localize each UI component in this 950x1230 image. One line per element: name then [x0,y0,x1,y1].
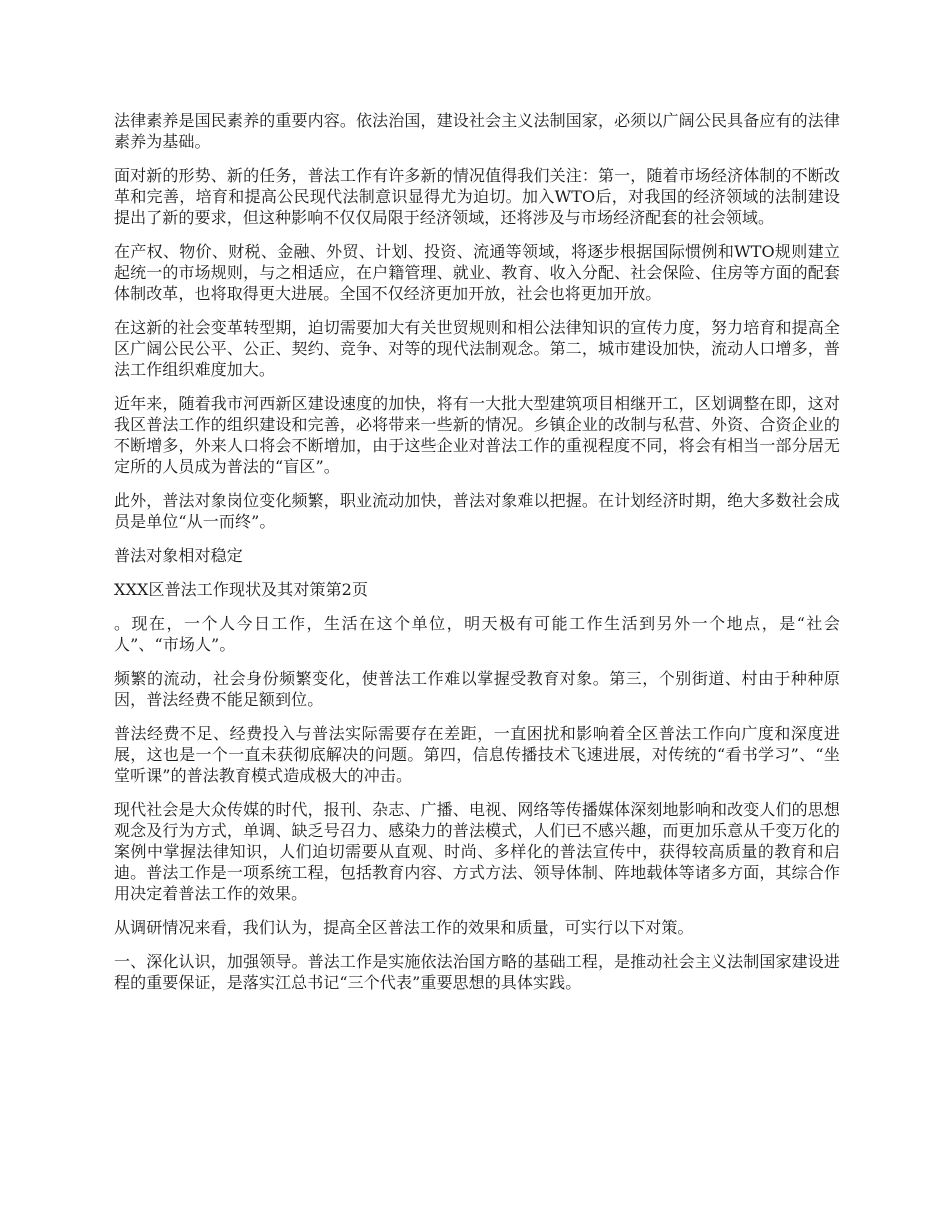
paragraph-3: 在产权、物价、财税、金融、外贸、计划、投资、流通等领域，将逐步根据国际惯例和WTO规则建立起统一的市场规则，与之相适应，在户籍管理、就业、教育、收入分配、社会保险、住房等方面的配套体制改革，也将取得更大进展。全国不仅经济更加开放，社会也将更加开放。 [114,242,840,303]
document-body [114,110,840,1006]
paragraph-5: 近年来，随着我市河西新区建设速度的加快，将有一大批大型建筑项目相继开工，区划调整在即，这对我区普法工作的组织建设和完善，必将带来一些新的情况。乡镇企业的改制与私营、外资、合资企业的不断增多，外来人口将会不断增加，由于这些企业对普法工作的重视程度不同，将会有相当一部分居无定所的人员成为普法的“盲区”。 [114,394,840,476]
paragraph-11: 普法经费不足、经费投入与普法实际需要存在差距，一直困扰和影响着全区普法工作向广度和深度进展，这也是一个一直未获彻底解决的问题。第四，信息传播技术飞速进展，对传统的“看书学习”、“坐堂听课”的普法教育模式造成极大的冲击。 [114,724,840,785]
paragraph-12: 现代社会是大众传媒的时代，报刊、杂志、广播、电视、网络等传播媒体深刻地影响和改变人们的思想观念及行为方式，单调、缺乏号召力、感染力的普法模式，人们已不感兴趣，而更加乐意从千变万化的案例中掌握法律知识，人们迫切需要从直观、时尚、多样化的普法宣传中，获得较高质量的教育和启迪。普法工作是一项系统工程，包括教育内容、方式方法、领导体制、阵地载体等诸多方面，其综合作用决定着普法工作的效果。 [114,800,840,903]
paragraph-1: 法律素养是国民素养的重要内容。依法治国，建设社会主义法制国家，必须以广阔公民具备应有的法律素养为基础。 [114,111,840,151]
paragraph-4: 在这新的社会变革转型期，迫切需要加大有关世贸规则和相公法律知识的宣传力度，努力培育和提高全区广阔公民公平、公正、契约、竞争、对等的现代法制观念。第二，城市建设加快，流动人口增多，普法工作组织难度加大。 [114,318,840,379]
paragraph-13: 从调研情况来看，我们认为，提高全区普法工作的效果和质量，可实行以下对策。 [114,918,694,937]
paragraph-9: 。现在，一个人今日工作，生活在这个单位，明天极有可能工作生活到另外一个地点，是“社会人”、“市场人”。 [114,614,840,654]
paragraph-10: 频繁的流动，社会身份频繁变化，使普法工作难以掌握受教育对象。第三，个别街道、村由于种种原因，普法经费不能足额到位。 [114,669,840,709]
paragraph-7: 普法对象相对稳定 [114,546,243,565]
paragraph-14: 一、深化认识，加强领导。普法工作是实施依法治国方略的基础工程，是推动社会主义法制国家建设进程的重要保证，是落实江总书记“三个代表”重要思想的具体实践。 [114,952,840,992]
paragraph-6: 此外，普法对象岗位变化频繁，职业流动加快，普法对象难以把握。在计划经济时期，绝大多数社会成员是单位“从一而终”。 [114,491,840,531]
page-header-line: XXX区普法工作现状及其对策第2页 [114,580,369,599]
paragraph-2: 面对新的形势、新的任务，普法工作有许多新的情况值得我们关注：第一，随着市场经济体制的不断改革和完善，培育和提高公民现代法制意识显得尤为迫切。加入WTO后，对我国的经济领域的法制建设提出了新的要求，但这种影响不仅仅局限于经济领域，还将涉及与市场经济配套的社会领域。 [114,166,840,227]
